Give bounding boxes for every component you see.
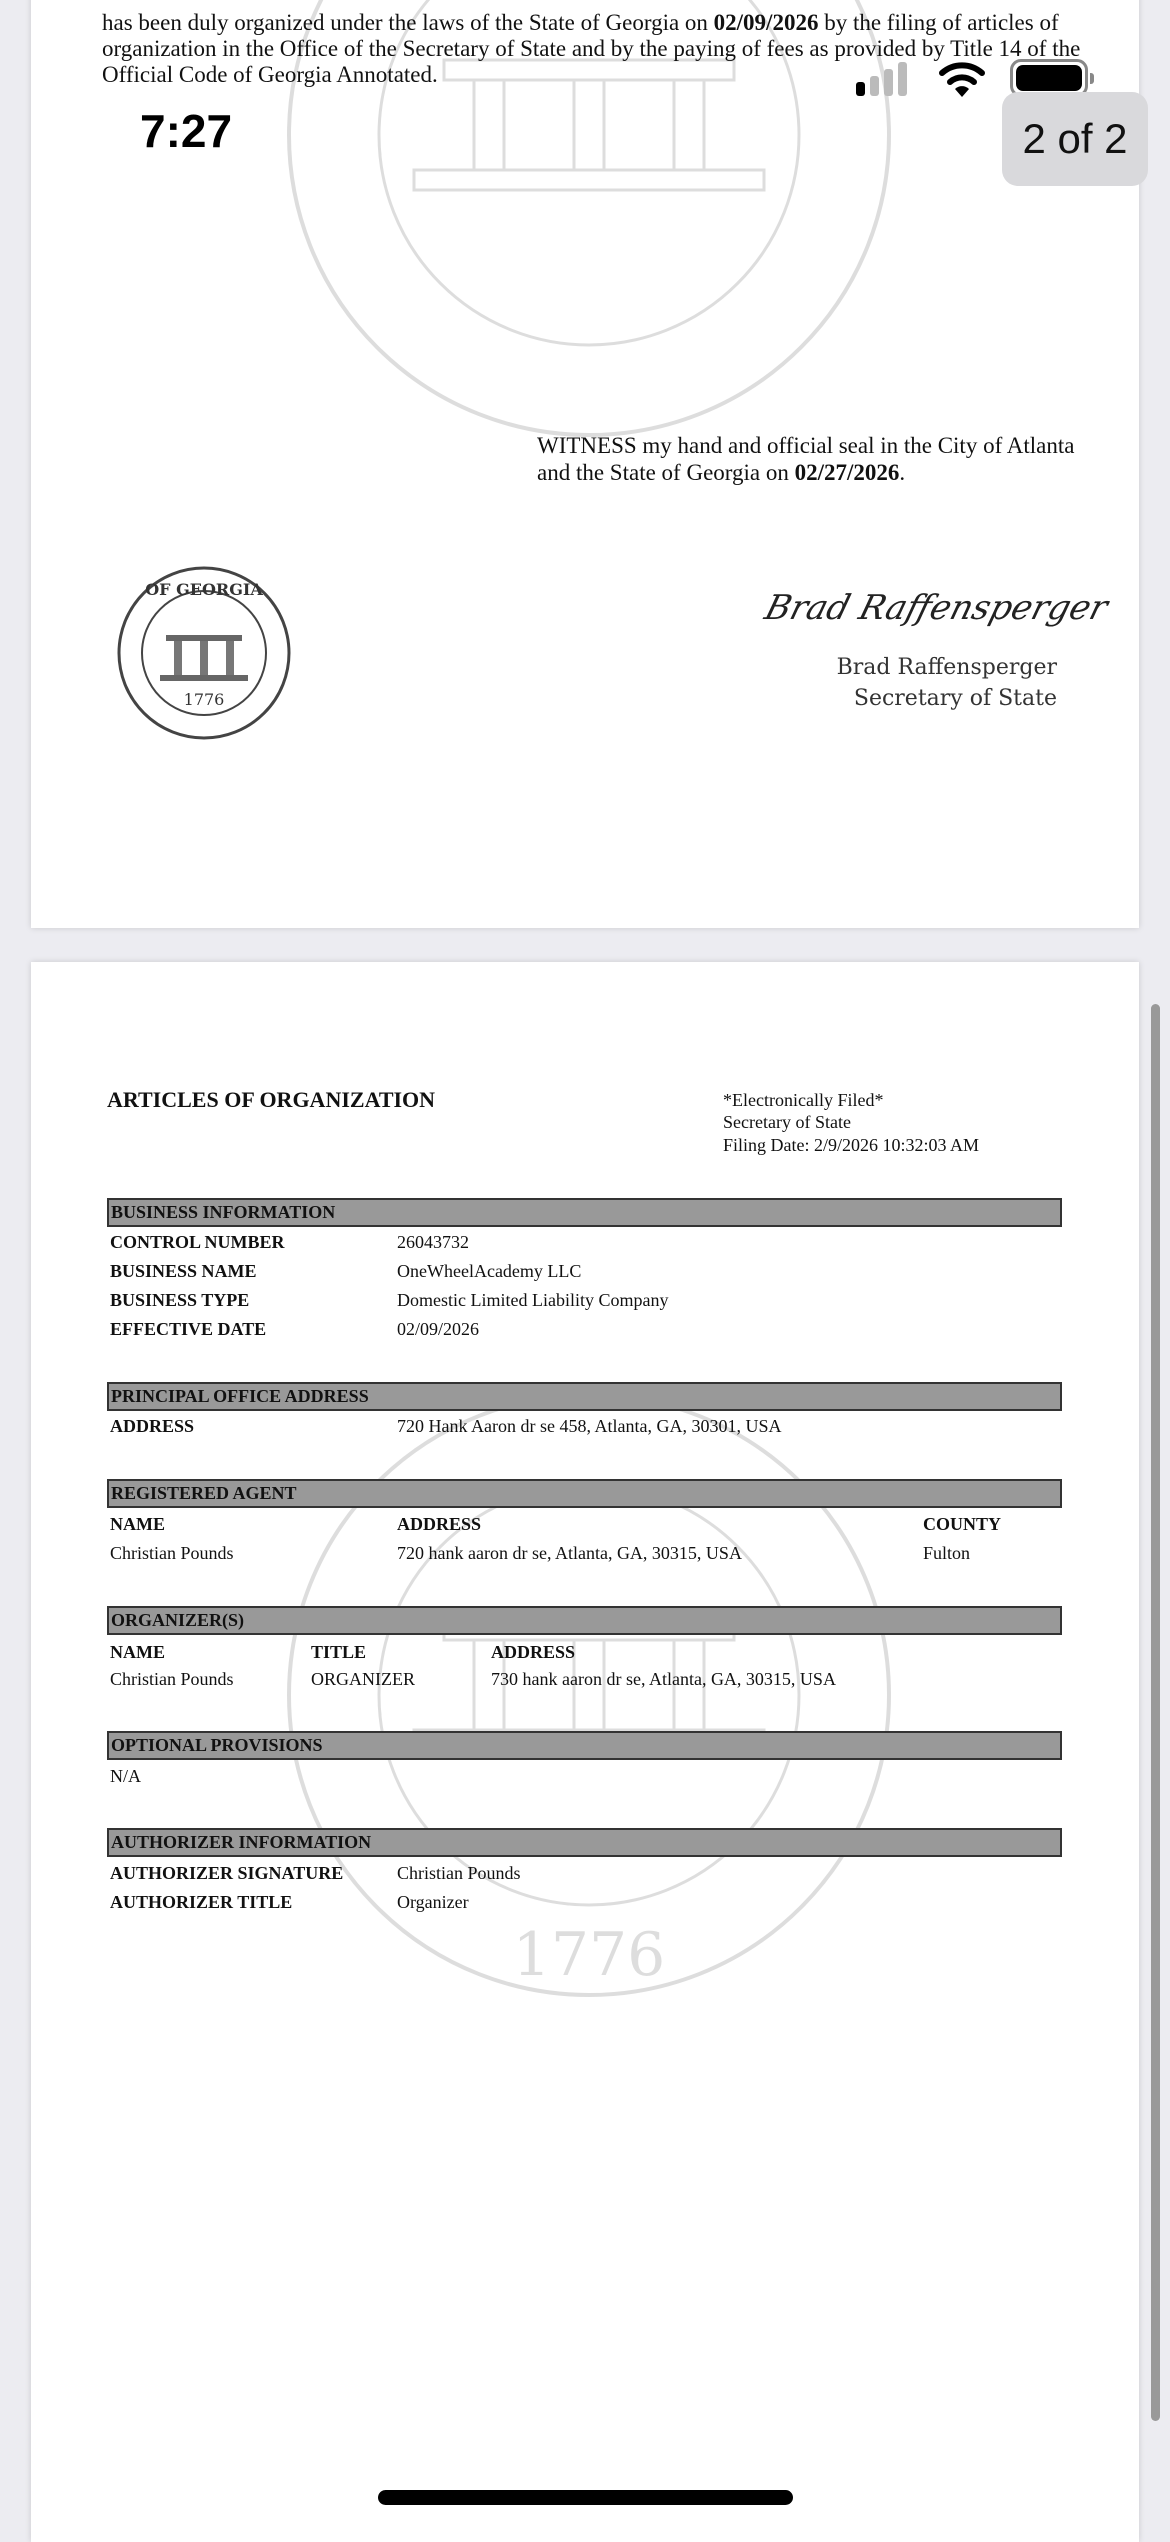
signer-name: Brad Raffensperger [836, 655, 1057, 680]
articles-title: ARTICLES OF ORGANIZATION [107, 1087, 436, 1112]
certificate-paragraph-line-3: Official Code of Georgia Annotated. [102, 62, 438, 87]
agent-name-header: NAME [110, 1514, 165, 1534]
filing-date: Filing Date: 2/9/2026 10:32:03 AM [723, 1135, 980, 1155]
wifi-icon [938, 60, 986, 98]
authorizer-signature-label: AUTHORIZER SIGNATURE [110, 1863, 344, 1883]
page-indicator: 2 of 2 [1002, 92, 1148, 186]
svg-text:1776: 1776 [183, 690, 225, 709]
organizer-title-header: TITLE [311, 1642, 367, 1662]
agent-county-value: Fulton [923, 1543, 971, 1563]
signer-title: Secretary of State [853, 686, 1057, 711]
agent-address-header: ADDRESS [397, 1514, 482, 1534]
control-number-value: 26043732 [397, 1232, 469, 1252]
witness-line-1: WITNESS my hand and official seal in the City of Atlanta [537, 433, 1075, 458]
organizer-name-value: Christian Pounds [110, 1669, 234, 1689]
principal-address-label: ADDRESS [110, 1416, 195, 1436]
section-business-information: BUSINESS INFORMATION [107, 1198, 1062, 1227]
effective-date-label: EFFECTIVE DATE [110, 1319, 267, 1339]
cellular-signal-icon [856, 60, 908, 96]
business-name-value: OneWheelAcademy LLC [397, 1261, 582, 1281]
organizer-address-header: ADDRESS [491, 1642, 576, 1662]
business-name-label: BUSINESS NAME [110, 1261, 257, 1281]
authorizer-title-label: AUTHORIZER TITLE [110, 1892, 293, 1912]
section-authorizer-information: AUTHORIZER INFORMATION [107, 1828, 1062, 1857]
agent-name-value: Christian Pounds [110, 1543, 234, 1563]
agent-county-header: COUNTY [923, 1514, 1002, 1534]
organizer-name-header: NAME [110, 1642, 165, 1662]
electronically-filed: *Electronically Filed* [723, 1090, 884, 1110]
section-registered-agent: REGISTERED AGENT [107, 1479, 1062, 1508]
organizer-title-value: ORGANIZER [311, 1669, 415, 1689]
authorizer-signature-value: Christian Pounds [397, 1863, 521, 1883]
section-optional-provisions: OPTIONAL PROVISIONS [107, 1731, 1062, 1760]
home-indicator[interactable] [378, 2490, 793, 2505]
business-type-label: BUSINESS TYPE [110, 1290, 250, 1310]
effective-date-value: 02/09/2026 [397, 1319, 480, 1339]
scrollbar[interactable] [1151, 1004, 1160, 2421]
certificate-paragraph-line-1: has been duly organized under the laws of the State of Georgia on 02/09/2026 by the filing of articles of [102, 10, 1059, 35]
section-principal-office: PRINCIPAL OFFICE ADDRESS [107, 1382, 1062, 1411]
control-number-label: CONTROL NUMBER [110, 1232, 285, 1252]
organizer-address-value: 730 hank aaron dr se, Atlanta, GA, 30315, USA [491, 1669, 836, 1689]
status-time: 7:27 [140, 105, 233, 157]
agent-address-value: 720 hank aaron dr se, Atlanta, GA, 30315, USA [397, 1543, 742, 1563]
business-type-value: Domestic Limited Liability Company [397, 1290, 669, 1310]
witness-line-2: and the State of Georgia on 02/27/2026. [537, 460, 906, 485]
georgia-state-seal [116, 565, 292, 741]
svg-text:OF GEORGIA: OF GEORGIA [145, 580, 263, 599]
principal-address-value: 720 Hank Aaron dr se 458, Atlanta, GA, 30301, USA [397, 1416, 782, 1436]
section-organizers: ORGANIZER(S) [107, 1606, 1062, 1635]
certificate-paragraph-line-2: organization in the Office of the Secretary of State and by the paying of fees as provided by Title 14 of the [102, 36, 1081, 61]
filing-office: Secretary of State [723, 1112, 851, 1132]
optional-provisions-value: N/A [110, 1766, 141, 1786]
authorizer-title-value: Organizer [397, 1892, 469, 1912]
signature: Brad Raffensperger [760, 588, 1112, 628]
svg-text:1776: 1776 [512, 1920, 666, 1990]
